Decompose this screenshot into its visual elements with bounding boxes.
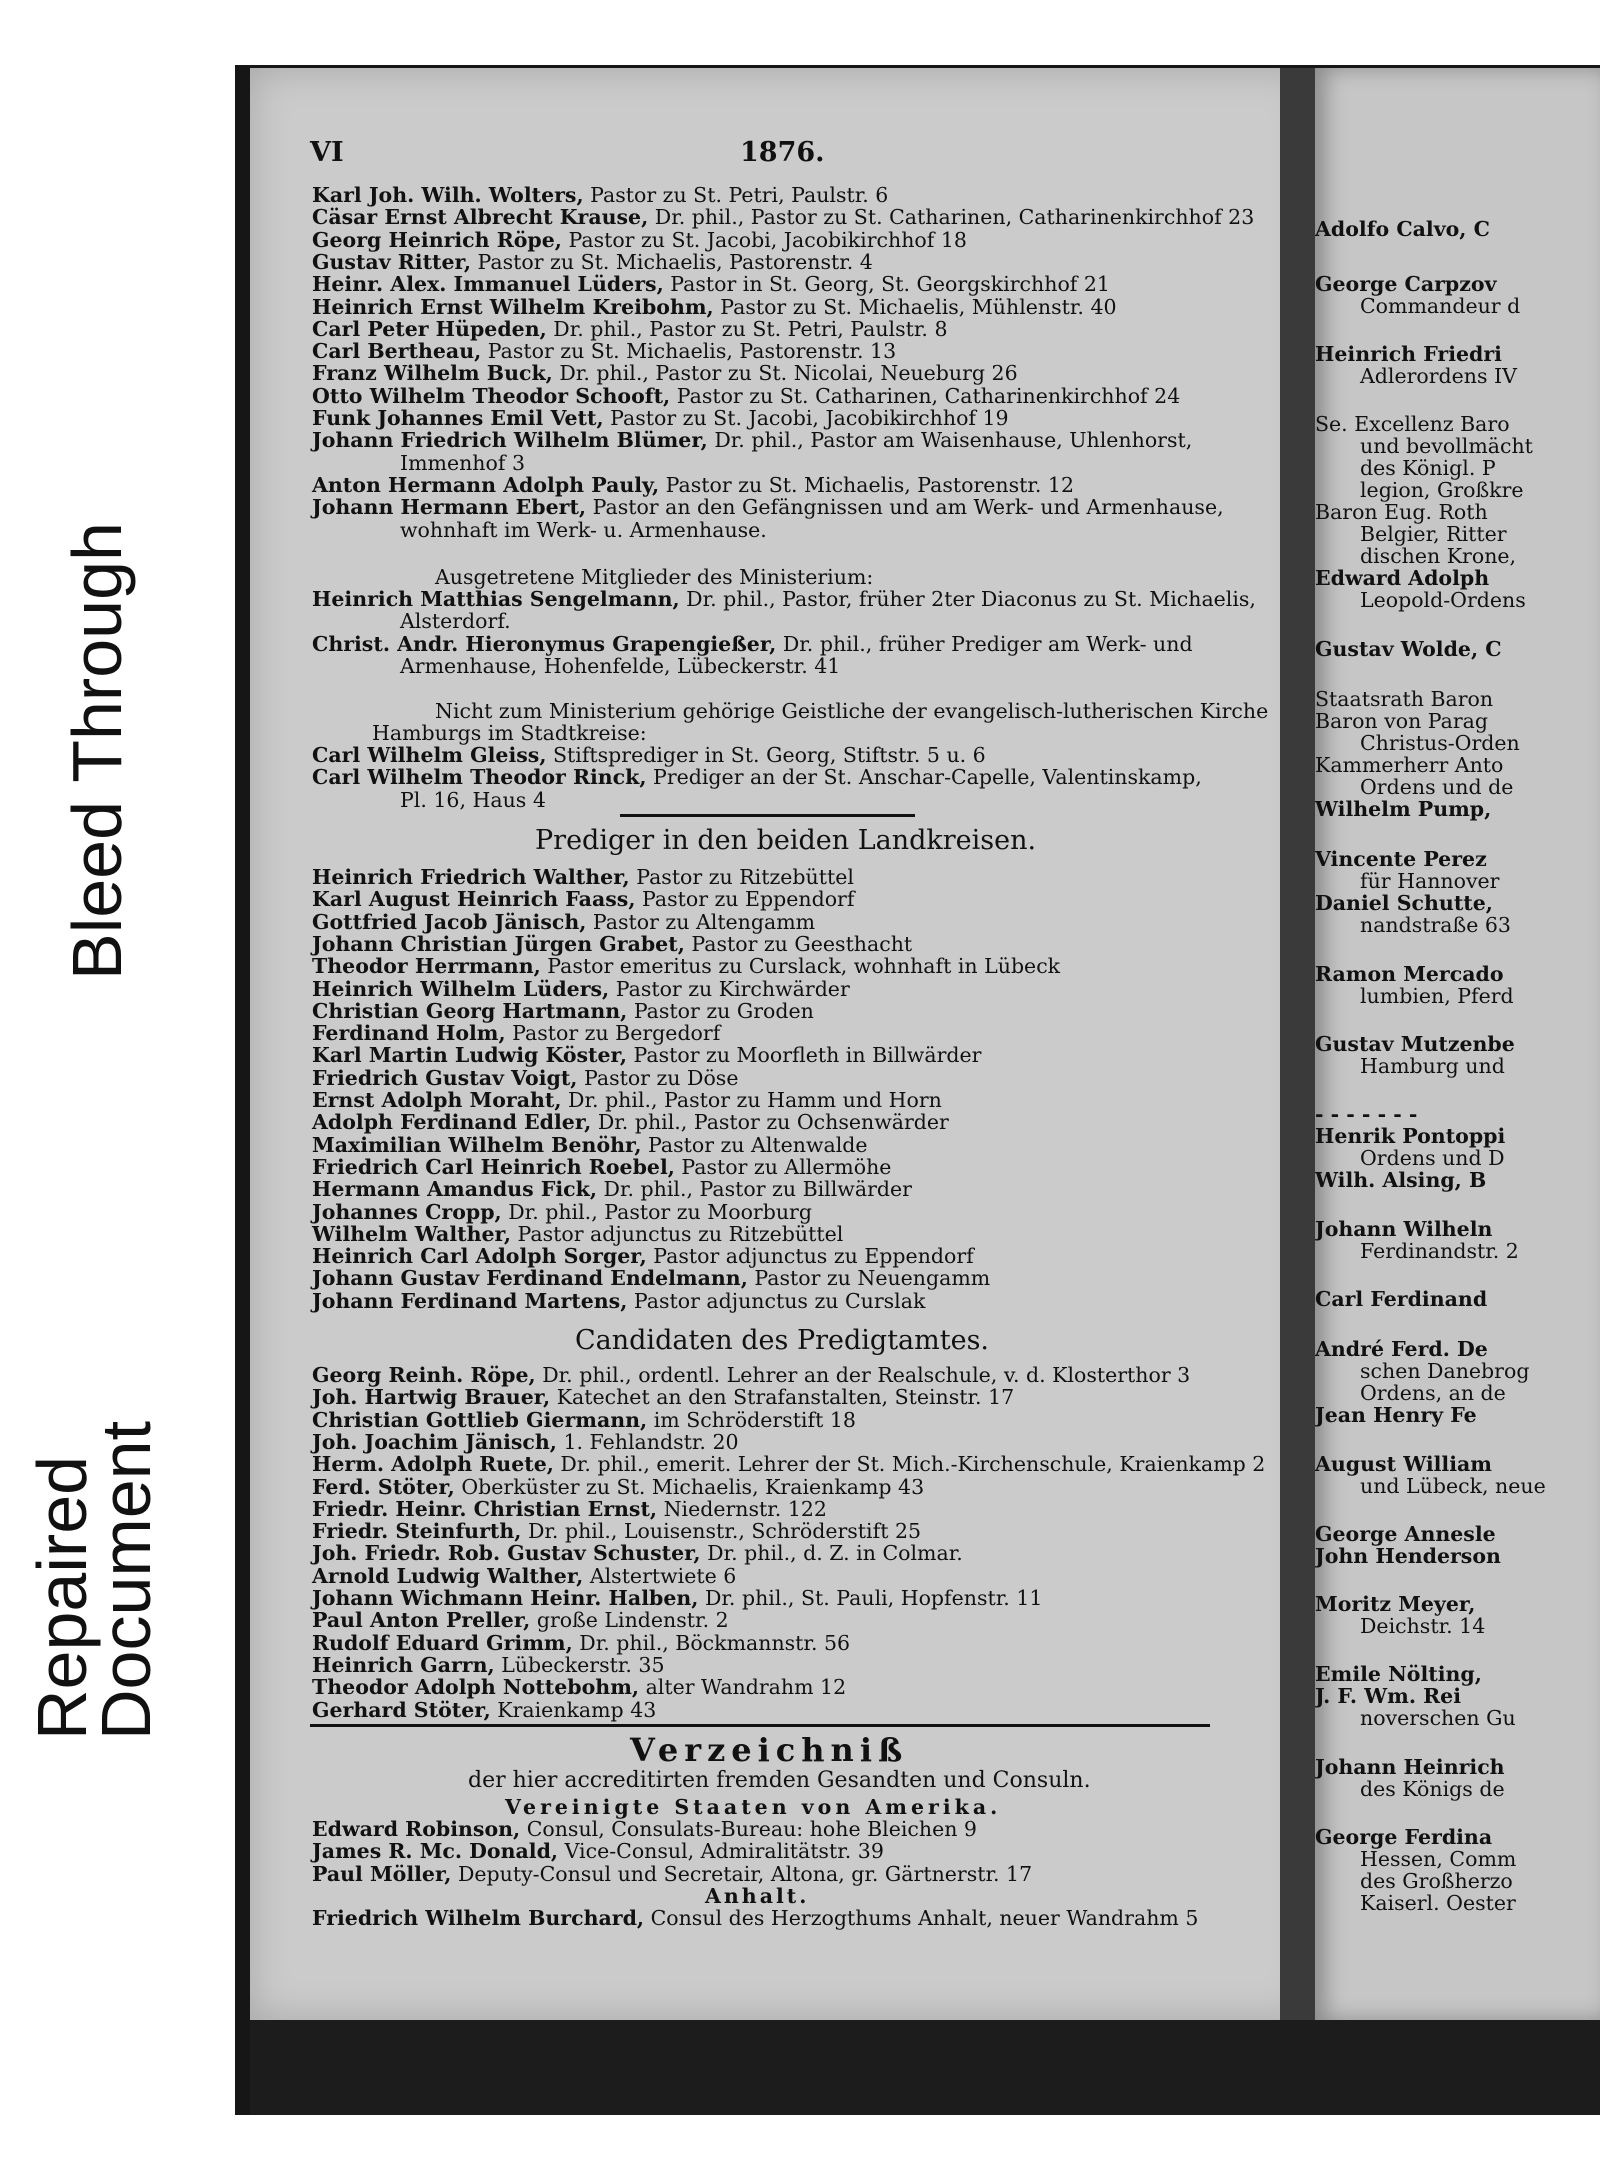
pastor-entry-detail: Pastor zu St. Michaelis, Pastorenstr. 4 — [477, 249, 873, 274]
candidate-entry-name: Paul Anton Preller, — [312, 1608, 531, 1633]
right-page-line: Emile Nölting, — [1315, 1662, 1482, 1686]
right-page-line: Staatsrath Baron — [1315, 687, 1494, 711]
pastor-entry — [312, 362, 1018, 384]
rural-entry-name: Ernst Adolph Moraht, — [312, 1088, 562, 1112]
former-entry-detail: Alsterdorf. — [400, 609, 511, 634]
right-page-line: August William — [1315, 1452, 1492, 1476]
pastor-entry-name: Carl Peter Hüpeden, — [312, 316, 547, 341]
candidate-entry-name: Friedr. Heinr. Christian Ernst, — [312, 1496, 658, 1521]
pastor-entry-detail: Pastor zu St. Michaelis, Mühlenstr. 40 — [720, 294, 1117, 319]
right-page-line: J. F. Wm. Rei — [1315, 1684, 1462, 1708]
pastor-entry — [312, 474, 1074, 496]
pastor-entry-detail: Pastor zu St. Michaelis, Pastorenstr. 12 — [665, 472, 1075, 497]
rural-entry-detail: Pastor zu Moorfleth in Billwärder — [633, 1043, 982, 1068]
directory-title: Verzeichniß — [630, 1731, 909, 1769]
former-entry-detail: Dr. phil., früher Prediger am Werk- und — [782, 631, 1193, 656]
right-page-line: Jean Henry Fe — [1315, 1403, 1477, 1427]
right-page-line: George Ferdina — [1315, 1825, 1493, 1849]
rural-entry-detail: Dr. phil., Pastor zu Ochsenwärder — [597, 1110, 949, 1135]
candidate-entry-detail: Dr. phil., ordentl. Lehrer an der Realschule, v. d. Klosterthor 3 — [542, 1363, 1191, 1387]
usa-consul-entry-detail: Vice-Consul, Admiralitätstr. 39 — [564, 1839, 884, 1864]
right-page-line: nandstraße 63 — [1360, 913, 1511, 937]
pastor-entry — [312, 229, 967, 251]
candidate-entry-name: Johann Wichmann Heinr. Halben, — [312, 1586, 699, 1610]
non-members-heading-1: Nicht zum Ministerium gehörige Geistliche der evangelisch-lutherischen Kirche — [435, 699, 1269, 723]
page-gutter — [1280, 68, 1315, 2108]
candidate-entry — [312, 1676, 846, 1698]
rural-entry-detail: Pastor adjunctus zu Ritzebüttel — [517, 1221, 844, 1246]
section-rule — [620, 814, 915, 817]
candidate-entry-name: Joh. Joachim Jänisch, — [312, 1429, 557, 1454]
right-page-line: Christus-Orden — [1360, 731, 1520, 755]
right-page-line: für Hannover — [1360, 869, 1500, 893]
rural-entry-name: Karl Martin Ludwig Köster, — [312, 1043, 627, 1068]
usa-consul-entry-name: Paul Möller, — [312, 1861, 452, 1886]
rural-entry — [312, 1134, 868, 1156]
candidate-entry — [312, 1364, 1190, 1386]
rural-entry-name: Adolph Ferdinand Edler, — [312, 1110, 592, 1135]
right-page-line: Baron von Parag — [1315, 709, 1489, 733]
pastor-entry-name: Franz Wilhelm Buck, — [312, 361, 553, 386]
pastor-entry-detail: Dr. phil., Pastor am Waisenhause, Uhlenhorst, — [714, 428, 1193, 453]
right-page-line: George Carpzov — [1315, 272, 1497, 296]
candidate-entry — [312, 1565, 736, 1587]
pastor-entry-detail: Pastor zu St. Jacobi, Jacobikirchhof 19 — [610, 406, 1009, 430]
usa-consul-entry — [312, 1818, 977, 1840]
pastor-entry — [312, 251, 873, 273]
rural-entry-name: Maximilian Wilhelm Benöhr, — [312, 1132, 642, 1157]
right-page-line: Wilh. Alsing, B — [1315, 1168, 1487, 1192]
candidate-entry-name: Herm. Adolph Ruete, — [312, 1452, 554, 1477]
right-page-line: Carl Ferdinand — [1315, 1287, 1488, 1311]
pastor-entry-name: Otto Wilhelm Theodor Schooft, — [312, 383, 671, 408]
candidate-entry-detail: Niedernstr. 122 — [663, 1496, 827, 1521]
rural-entry-name: Christian Georg Hartmann, — [312, 998, 628, 1023]
bleed-through-label: Bleed Through — [58, 522, 136, 980]
former-entry — [400, 655, 840, 677]
pastor-entry — [312, 385, 1180, 407]
pastor-entry-name: Anton Hermann Adolph Pauly, — [312, 472, 660, 497]
candidate-entry-detail: Dr. phil., Louisenstr., Schröderstift 25 — [527, 1519, 922, 1544]
rural-entry-detail: Dr. phil., Pastor zu Hamm und Horn — [568, 1088, 942, 1112]
rural-entry-name: Heinrich Carl Adolph Sorger, — [312, 1244, 647, 1269]
pastor-entry — [312, 273, 1110, 295]
candidate-entry-detail: Kraienkamp 43 — [497, 1697, 657, 1722]
rural-entry-name: Hermann Amandus Fick, — [312, 1177, 597, 1202]
candidate-entry-name: Heinrich Garrn, — [312, 1652, 495, 1677]
non-member-entry-name: Carl Wilhelm Gleiss, — [312, 743, 547, 767]
candidate-entry — [312, 1498, 827, 1520]
right-page-line: John Henderson — [1315, 1544, 1501, 1568]
pastor-entry-name: Johann Hermann Ebert, — [312, 495, 587, 520]
rural-entry — [312, 1000, 814, 1022]
page-year: 1876. — [740, 137, 825, 168]
rural-entry-detail: Pastor zu Eppendorf — [642, 887, 855, 912]
rural-entry — [312, 1267, 990, 1289]
rural-entry-detail: Pastor adjunctus zu Eppendorf — [653, 1244, 974, 1269]
rural-entry-detail: Pastor adjunctus zu Curslak — [633, 1288, 926, 1313]
rural-entry-detail: Pastor zu Geesthacht — [691, 931, 913, 956]
rural-entry-detail: Pastor zu Neuengamm — [754, 1266, 991, 1291]
page-number: VI — [310, 137, 344, 168]
right-page-line: Johann Wilheln — [1315, 1217, 1493, 1241]
right-page-line: Adlerordens IV — [1360, 364, 1517, 388]
repaired-label-line2: Document — [87, 1420, 166, 1740]
non-member-entry — [312, 766, 1202, 788]
right-page-line: Heinrich Friedri — [1315, 342, 1502, 366]
rural-entry — [312, 955, 1060, 977]
rural-entry — [312, 911, 815, 933]
right-page-line: schen Danebrog — [1360, 1359, 1530, 1383]
rural-entry-detail: Pastor zu Altenwalde — [648, 1132, 868, 1157]
anhalt-consul-entry — [312, 1907, 1198, 1929]
pastor-entry — [312, 318, 948, 340]
pastor-entry-name: Heinr. Alex. Immanuel Lüders, — [312, 272, 664, 297]
rural-entry — [312, 1156, 891, 1178]
right-page-line: Kaiserl. Oester — [1360, 1891, 1516, 1915]
rural-entry-detail: Dr. phil., Pastor zu Moorburg — [508, 1199, 812, 1224]
right-page-line: Ordens und de — [1360, 775, 1514, 799]
right-page-line: und Lübeck, neue — [1360, 1474, 1546, 1498]
non-member-entry-name: Carl Wilhelm Theodor Rinck, — [312, 765, 647, 790]
former-entry-detail: Armenhause, Hohenfelde, Lübeckerstr. 41 — [400, 653, 841, 678]
rural-entry-detail: Pastor emeritus zu Curslack, wohnhaft in Lübeck — [547, 954, 1061, 979]
candidate-entry-detail: Katechet an den Strafanstalten, Steinstr. 17 — [556, 1385, 1015, 1410]
right-page-line: George Annesle — [1315, 1522, 1496, 1546]
candidate-entry-name: Friedr. Steinfurth, — [312, 1519, 522, 1544]
usa-consul-entry-detail: Deputy-Consul und Secretair, Altona, gr. Gärtnerstr. 17 — [457, 1861, 1033, 1886]
candidate-entry-detail: im Schröderstift 18 — [653, 1407, 856, 1432]
pastor-entry-detail: Pastor an den Gefängnissen und am Werk- und Armenhause, — [592, 495, 1224, 520]
candidate-entry-detail: Dr. phil., d. Z. in Colmar. — [707, 1541, 963, 1566]
right-page-line: lumbien, Pferd — [1360, 984, 1514, 1008]
candidate-entry — [312, 1632, 850, 1654]
candidate-entry — [312, 1520, 921, 1542]
pastor-entry-detail: Dr. phil., Pastor zu St. Nicolai, Neueburg 26 — [559, 361, 1018, 386]
candidate-entry-name: Rudolf Eduard Grimm, — [312, 1630, 573, 1655]
rural-entry-name: Johann Gustav Ferdinand Endelmann, — [312, 1266, 748, 1291]
pastor-entry-detail: Pastor zu St. Catharinen, Catharinenkirchhof 24 — [676, 383, 1181, 408]
anhalt-heading: Anhalt. — [705, 1884, 810, 1908]
rural-entry-name: Heinrich Friedrich Walther, — [312, 865, 630, 889]
candidate-entry-detail: Dr. phil., Böckmannstr. 56 — [579, 1630, 851, 1655]
pastor-entry-detail: Pastor zu St. Michaelis, Pastorenstr. 13 — [487, 339, 897, 364]
right-page-line: Ferdinandstr. 2 — [1360, 1239, 1519, 1263]
former-entry-detail: Dr. phil., Pastor, früher 2ter Diaconus zu St. Michaelis, — [686, 587, 1256, 611]
rural-entry-name: Johann Christian Jürgen Grabet, — [312, 931, 685, 956]
rural-entry-name: Friedrich Gustav Voigt, — [312, 1065, 578, 1090]
rural-heading: Prediger in den beiden Landkreisen. — [535, 825, 1037, 856]
rural-entry-detail: Pastor zu Groden — [633, 998, 814, 1023]
candidate-entry-name: Arnold Ludwig Walther, — [312, 1563, 584, 1588]
usa-heading: Vereinigte Staaten von Amerika. — [505, 1795, 1002, 1819]
right-page-line: Wilhelm Pump, — [1315, 797, 1492, 821]
right-page-line: Daniel Schutte, — [1315, 891, 1493, 915]
pastor-entry — [312, 296, 1117, 318]
right-page-line: dischen Krone, — [1360, 544, 1517, 568]
pastor-entry-name: Cäsar Ernst Albrecht Krause, — [312, 205, 649, 230]
pastor-entry-detail: wohnhaft im Werk- u. Armenhause. — [400, 517, 767, 542]
usa-consul-entry-name: James R. Mc. Donald, — [312, 1839, 559, 1864]
pastor-entry-detail: Immenhof 3 — [400, 450, 526, 475]
candidate-entry-detail: 1. Fehlandstr. 20 — [563, 1429, 739, 1454]
candidate-entry-detail: Alstertwiete 6 — [589, 1563, 737, 1588]
candidates-heading: Candidaten des Predigtamtes. — [575, 1325, 990, 1356]
pastor-entry-name: Heinrich Ernst Wilhelm Kreibohm, — [312, 294, 714, 319]
right-page-line: Johann Heinrich — [1315, 1755, 1505, 1779]
non-member-entry — [400, 789, 546, 811]
candidate-entry-detail: Lübeckerstr. 35 — [501, 1652, 665, 1677]
pastor-entry — [312, 340, 896, 362]
rural-entry — [312, 1178, 912, 1200]
rural-entry-detail: Pastor zu Bergedorf — [512, 1021, 721, 1046]
pastor-entry-name: Gustav Ritter, — [312, 249, 472, 274]
right-page-line: Gustav Mutzenbe — [1315, 1032, 1515, 1056]
candidate-entry-name: Georg Reinh. Röpe, — [312, 1363, 536, 1387]
former-entry-name: Heinrich Matthias Sengelmann, — [312, 587, 680, 611]
repaired-document-label — [23, 1420, 166, 1740]
rural-entry-detail: Dr. phil., Pastor zu Billwärder — [603, 1177, 912, 1202]
right-page — [1315, 68, 1600, 2020]
rural-entry-name: Friedrich Carl Heinrich Roebel, — [312, 1154, 675, 1179]
right-page-line: Ramon Mercado — [1315, 962, 1504, 986]
directory-subtitle: der hier accreditirten fremden Gesandten und Consuln. — [468, 1768, 1091, 1793]
candidate-entry — [312, 1476, 924, 1498]
pastor-entry — [312, 206, 1254, 228]
candidate-entry — [312, 1587, 1042, 1609]
rural-entry-detail: Pastor zu Altengamm — [592, 909, 816, 934]
pastor-entry — [400, 452, 525, 474]
right-page-line: Se. Excellenz Baro — [1315, 412, 1510, 436]
candidate-entry — [312, 1609, 729, 1631]
former-members-heading: Ausgetretene Mitglieder des Ministerium: — [435, 565, 874, 589]
candidate-entry — [312, 1654, 665, 1676]
former-entry — [400, 610, 511, 632]
candidate-entry — [312, 1699, 656, 1721]
anhalt-consul-entry-detail: Consul des Herzogthums Anhalt, neuer Wandrahm 5 — [650, 1906, 1199, 1930]
directory-rule — [310, 1724, 1210, 1727]
pastor-entry-name: Karl Joh. Wilh. Wolters, — [312, 183, 584, 207]
repaired-label-line1: Repaired — [23, 1455, 101, 1740]
rural-entry-name: Theodor Herrmann, — [312, 954, 541, 979]
right-page-line: des Großherzo — [1360, 1869, 1513, 1893]
former-entry — [312, 633, 1193, 655]
rural-entry-detail: Pastor zu Allermöhe — [681, 1154, 892, 1179]
candidate-entry-name: Joh. Hartwig Brauer, — [312, 1385, 551, 1410]
rural-entry — [312, 1022, 720, 1044]
right-page-line: Moritz Meyer, — [1315, 1592, 1476, 1616]
non-members-heading-2: Hamburgs im Stadtkreise: — [372, 721, 647, 745]
candidate-entry — [312, 1386, 1014, 1408]
pastor-entry-name: Carl Bertheau, — [312, 339, 482, 364]
anhalt-consul-entry-name: Friedrich Wilhelm Burchard, — [312, 1906, 645, 1930]
right-page-line: André Ferd. De — [1315, 1337, 1488, 1361]
right-page-line: Ordens und D — [1360, 1146, 1505, 1170]
rural-entry — [312, 978, 850, 1000]
pastor-entry-detail: Pastor zu St. Petri, Paulstr. 6 — [590, 183, 889, 207]
rural-entry — [312, 1111, 949, 1133]
candidate-entry-detail: große Lindenstr. 2 — [536, 1608, 729, 1633]
right-page-line: Henrik Pontoppi — [1315, 1124, 1506, 1148]
rural-entry — [312, 1089, 942, 1111]
non-member-entry-detail: Stiftsprediger in St. Georg, Stiftstr. 5 u. 6 — [553, 743, 986, 767]
candidate-entry-name: Joh. Friedr. Rob. Gustav Schuster, — [312, 1541, 701, 1566]
right-page-line: Hessen, Comm — [1360, 1847, 1517, 1871]
rural-entry-detail: Pastor zu Kirchwärder — [615, 976, 850, 1001]
pastor-entry-name: Johann Friedrich Wilhelm Blümer, — [312, 428, 708, 453]
right-page-line: Gustav Wolde, C — [1315, 637, 1502, 661]
rural-entry — [312, 1201, 812, 1223]
right-page-line: Hamburg und — [1360, 1054, 1505, 1078]
candidate-entry — [312, 1542, 963, 1564]
scan-bottom-edge — [250, 2020, 1600, 2115]
pastor-entry — [400, 519, 767, 541]
rural-entry-name: Karl August Heinrich Faass, — [312, 887, 636, 912]
pastor-entry — [312, 184, 888, 206]
right-page-line: legion, Großkre — [1360, 478, 1524, 502]
candidate-entry-name: Christian Gottlieb Giermann, — [312, 1407, 648, 1432]
right-page-line: Vincente Perez — [1315, 847, 1487, 871]
candidate-entry-name: Gerhard Stöter, — [312, 1697, 491, 1722]
right-page-line: Leopold-Ordens — [1360, 588, 1526, 612]
right-page-line: des Königl. P — [1360, 456, 1496, 480]
candidate-entry-detail: Dr. phil., St. Pauli, Hopfenstr. 11 — [704, 1586, 1043, 1610]
candidate-entry-name: Theodor Adolph Nottebohm, — [312, 1675, 640, 1700]
rural-entry-detail: Pastor zu Ritzebüttel — [636, 865, 854, 889]
rural-entry-detail: Pastor zu Döse — [583, 1065, 739, 1090]
candidate-entry-detail: Oberküster zu St. Michaelis, Kraienkamp 43 — [461, 1474, 925, 1499]
right-page-line: Adolfo Calvo, C — [1315, 217, 1490, 241]
right-page-line: Kammerherr Anto — [1315, 753, 1504, 777]
non-member-entry-detail: Prediger an der St. Anschar-Capelle, Valentinskamp, — [653, 765, 1202, 790]
pastor-entry-name: Georg Heinrich Röpe, — [312, 227, 562, 252]
right-page-line: Commandeur d — [1360, 294, 1521, 318]
rural-entry-name: Wilhelm Walther, — [312, 1221, 511, 1246]
rural-entry — [312, 1067, 738, 1089]
pastor-entry-name: Funk Johannes Emil Vett, — [312, 406, 604, 430]
non-member-entry-detail: Pl. 16, Haus 4 — [400, 787, 546, 812]
former-entry-name: Christ. Andr. Hieronymus Grapengießer, — [312, 631, 777, 656]
candidate-entry — [312, 1409, 856, 1431]
pastor-entry — [312, 496, 1224, 518]
right-page-line: des Königs de — [1360, 1777, 1505, 1801]
rural-entry-name: Heinrich Wilhelm Lüders, — [312, 976, 610, 1001]
rural-entry — [312, 1245, 974, 1267]
pastor-entry — [312, 407, 1009, 429]
former-entry — [312, 588, 1256, 610]
rural-entry — [312, 1290, 925, 1312]
right-page-line: und bevollmächt — [1360, 434, 1533, 458]
right-page-line: noverschen Gu — [1360, 1706, 1516, 1730]
non-member-entry — [312, 744, 986, 766]
rural-entry — [312, 933, 912, 955]
usa-consul-entry-name: Edward Robinson, — [312, 1817, 521, 1841]
pastor-entry — [312, 429, 1192, 451]
candidate-entry-name: Ferd. Stöter, — [312, 1474, 455, 1499]
right-page-line: Deichstr. 14 — [1360, 1614, 1486, 1638]
rural-entry-name: Ferdinand Holm, — [312, 1021, 506, 1046]
rural-entry-name: Johann Ferdinand Martens, — [312, 1288, 628, 1313]
candidate-entry-detail: Dr. phil., emerit. Lehrer der St. Mich.-Kirchenschule, Kraienkamp 2 — [560, 1452, 1266, 1477]
rural-entry — [312, 866, 854, 888]
right-page-line: Belgier, Ritter — [1360, 522, 1507, 546]
rural-entry — [312, 1044, 981, 1066]
pastor-entry-detail: Pastor zu St. Jacobi, Jacobikirchhof 18 — [568, 227, 967, 252]
right-page-line: Edward Adolph — [1315, 566, 1490, 590]
rural-entry — [312, 888, 854, 910]
right-page-line: Ordens, an de — [1360, 1381, 1506, 1405]
pastor-entry-detail: Dr. phil., Pastor zu St. Petri, Paulstr. 8 — [553, 316, 948, 341]
candidate-entry-detail: alter Wandrahm 12 — [645, 1675, 847, 1700]
rural-entry-name: Gottfried Jacob Jänisch, — [312, 909, 587, 934]
right-page-line: Baron Eug. Roth — [1315, 500, 1488, 524]
pastor-entry-detail: Pastor in St. Georg, St. Georgskirchhof 21 — [670, 272, 1110, 297]
usa-consul-entry-detail: Consul, Consulats-Bureau: hohe Bleichen 9 — [526, 1817, 977, 1841]
right-page-line: - - - - - - - — [1315, 1102, 1418, 1126]
candidate-entry — [312, 1431, 739, 1453]
usa-consul-entry — [312, 1863, 1032, 1885]
candidate-entry — [312, 1453, 1265, 1475]
pastor-entry-detail: Dr. phil., Pastor zu St. Catharinen, Catharinenkirchhof 23 — [654, 205, 1255, 230]
rural-entry — [312, 1223, 843, 1245]
usa-consul-entry — [312, 1840, 884, 1862]
rural-entry-name: Johannes Cropp, — [312, 1199, 502, 1224]
